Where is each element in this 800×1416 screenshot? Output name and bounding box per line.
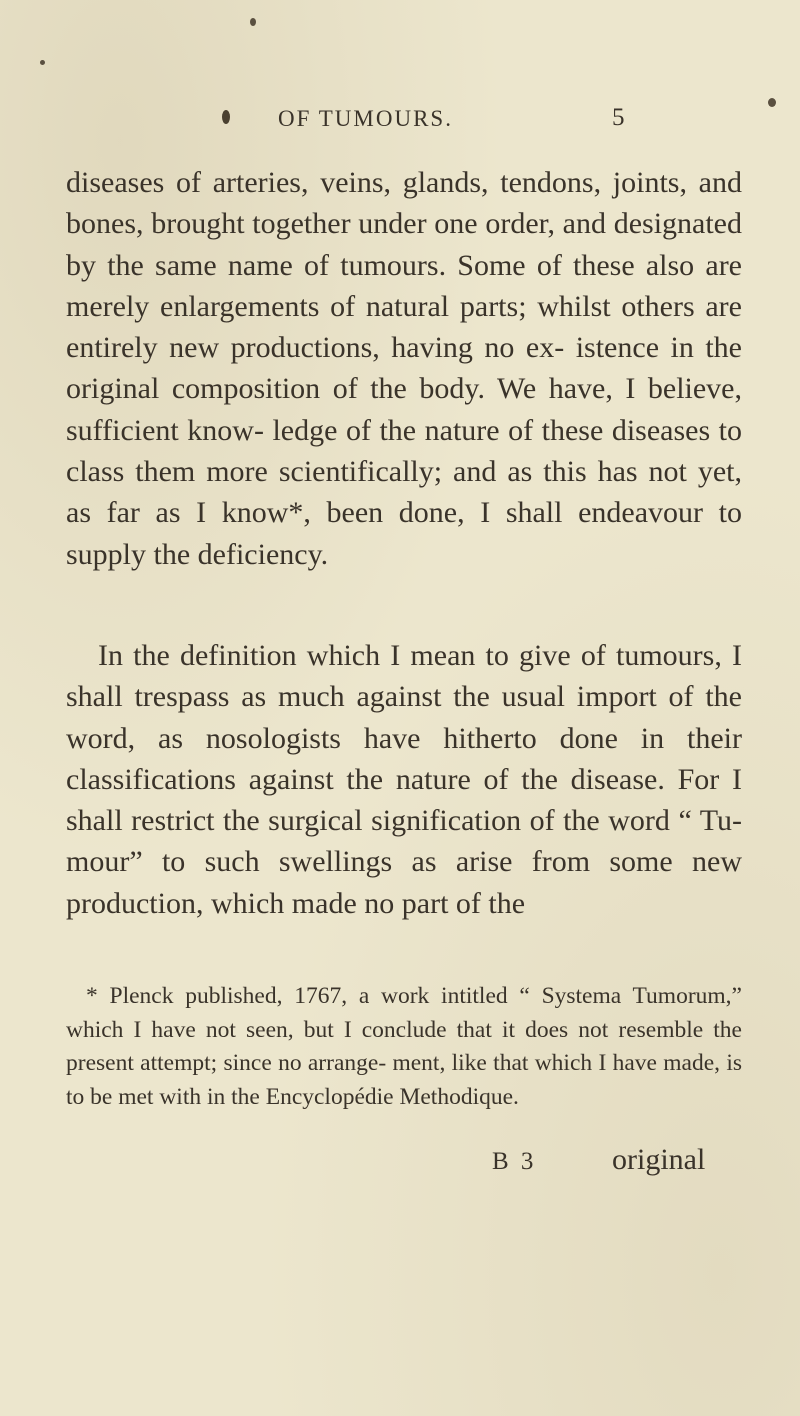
running-title: OF TUMOURS. xyxy=(278,106,453,131)
paragraph-2: In the definition which I mean to give of tumours, I shall trespass as much against the usual import of the word, as nosologists have hitherto done in their classifications against the nature of the disease. For I shall restrict the surgical signification of the word “ Tu- mour” to such swellings as arise from some new production, which made no part of the xyxy=(66,639,742,920)
footnote: * Plenck published, 1767, a work intitled “ Systema Tumorum,” which I have not seen, but I conclude that it does not resemble the present attempt; since no arrange- ment, like that which I have made, is to be met with in the Encyclopédie Methodique. xyxy=(66,983,742,1110)
page-number: 5 xyxy=(612,104,625,131)
ink-mark xyxy=(222,110,230,124)
ink-speck xyxy=(250,18,256,26)
ink-speck xyxy=(40,60,45,65)
page-header xyxy=(0,102,800,142)
paragraph-1: diseases of arteries, veins, glands, tendons, joints, and bones, brought together under one order, and designated by the same name of tumours. Some of these also are merely enlargements of natural parts; whilst others are entirely new productions, having no ex- istence in the original composition of the body. We have, I believe, sufficient know- ledge of the nature of these diseases to class them more scientifically; and as this has not yet, as far as I know*, been done, I shall endeavour to supply the deficiency. xyxy=(66,166,742,571)
signature-mark: B 3 xyxy=(492,1148,537,1175)
catchword: original xyxy=(612,1143,706,1176)
